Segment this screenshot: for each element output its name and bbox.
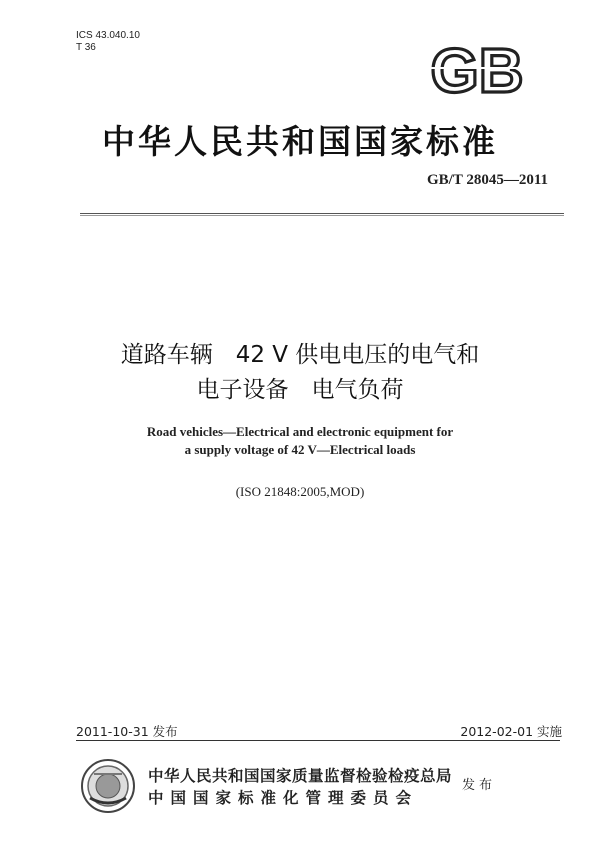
top-divider [80,213,564,214]
seal-icon [80,758,136,814]
publish-label: 发布 [462,778,497,793]
standard-code: GB/T 28045—2011 [427,172,548,188]
ics-code: ICS 43.040.10 [76,30,140,41]
classification-block [76,30,140,54]
implementation-date: 2012-02-01 实施 [460,724,562,739]
gb-logo-icon [416,38,538,98]
issue-date: 2011-10-31 发布 [76,724,178,739]
publisher-aqsiq: 中华人民共和国国家质量监督检验检疫总局 [148,767,453,785]
ccs-code: T 36 [76,42,96,53]
top-divider-secondary [80,215,564,216]
title-en-line1: Road vehicles—Electrical and electronic equipment for [146,424,454,439]
title-en-line2: a supply voltage of 42 V—Electrical loads [184,442,416,457]
title-cn-line1: 道路车辆 42 V 供电电压的电气和 [120,342,480,368]
iso-reference: (ISO 21848:2005,MOD) [235,484,365,499]
title-cn-line2: 电子设备 电气负荷 [196,377,404,403]
publisher-sac: 中国国家标准化管理委员会 [148,789,419,807]
standard-name: 中华人民共和国国家标准 [102,122,498,161]
bottom-divider [76,740,560,741]
gb-logo-text: GB [430,38,524,98]
